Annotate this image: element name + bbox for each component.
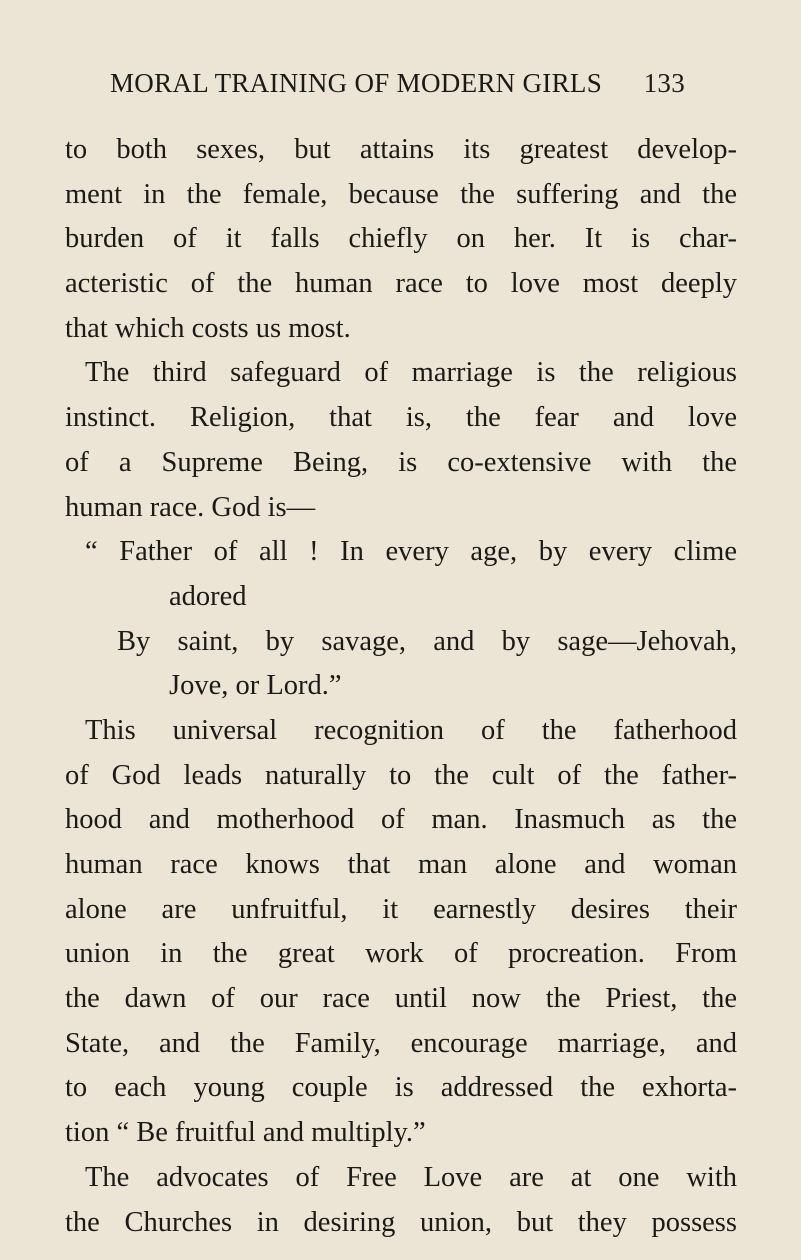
text-line: tion “ Be fruitful and multiply.” — [65, 1117, 426, 1149]
text-line: The advocates of Free Love are at one with — [85, 1161, 737, 1193]
verse-line: By saint, by savage, and by sage—Jehovah, — [117, 625, 737, 657]
text-line: human race. God is— — [65, 491, 316, 523]
text-line: of a Supreme Being, is co-extensive with the — [65, 446, 737, 478]
text-line: to both sexes, but attains its greatest develop- — [65, 134, 737, 165]
text-line: of God leads naturally to the cult of the father- — [65, 759, 737, 791]
text-line: ment in the female, because the suffering and the — [65, 178, 737, 210]
text-line: that which costs us most. — [65, 312, 351, 344]
text-line: burden of it falls chiefly on her. It is char- — [65, 223, 737, 255]
text-line: to each young couple is addressed the exhorta- — [65, 1072, 737, 1104]
verse-line: “ Father of all ! In every age, by every clime — [85, 536, 737, 568]
text-line: This universal recognition of the fatherhood — [85, 714, 737, 746]
text-line: hood and motherhood of man. Inasmuch as the — [65, 804, 737, 836]
body-text — [65, 128, 737, 1245]
running-title: MORAL TRAINING OF MODERN GIRLS — [110, 68, 603, 98]
text-line: the Churches in desiring union, but they possess — [65, 1206, 737, 1238]
text-line: human race knows that man alone and woman — [65, 849, 737, 880]
text-line: The third safeguard of marriage is the religious — [85, 357, 737, 389]
page-number: 133 — [643, 68, 685, 98]
text-line: State, and the Family, encourage marriage, and — [65, 1027, 737, 1059]
text-line: union in the great work of procreation. From — [65, 938, 737, 970]
text-line: the dawn of our race until now the Priest, the — [65, 983, 737, 1015]
verse-line: Jove, or Lord.” — [169, 670, 342, 702]
running-head — [110, 68, 685, 108]
text-line: alone are unfruitful, it earnestly desires their — [65, 893, 737, 925]
text-line: instinct. Religion, that is, the fear and love — [65, 402, 737, 434]
text-line: acteristic of the human race to love most deeply — [65, 268, 737, 300]
verse-line: adored — [169, 580, 247, 612]
